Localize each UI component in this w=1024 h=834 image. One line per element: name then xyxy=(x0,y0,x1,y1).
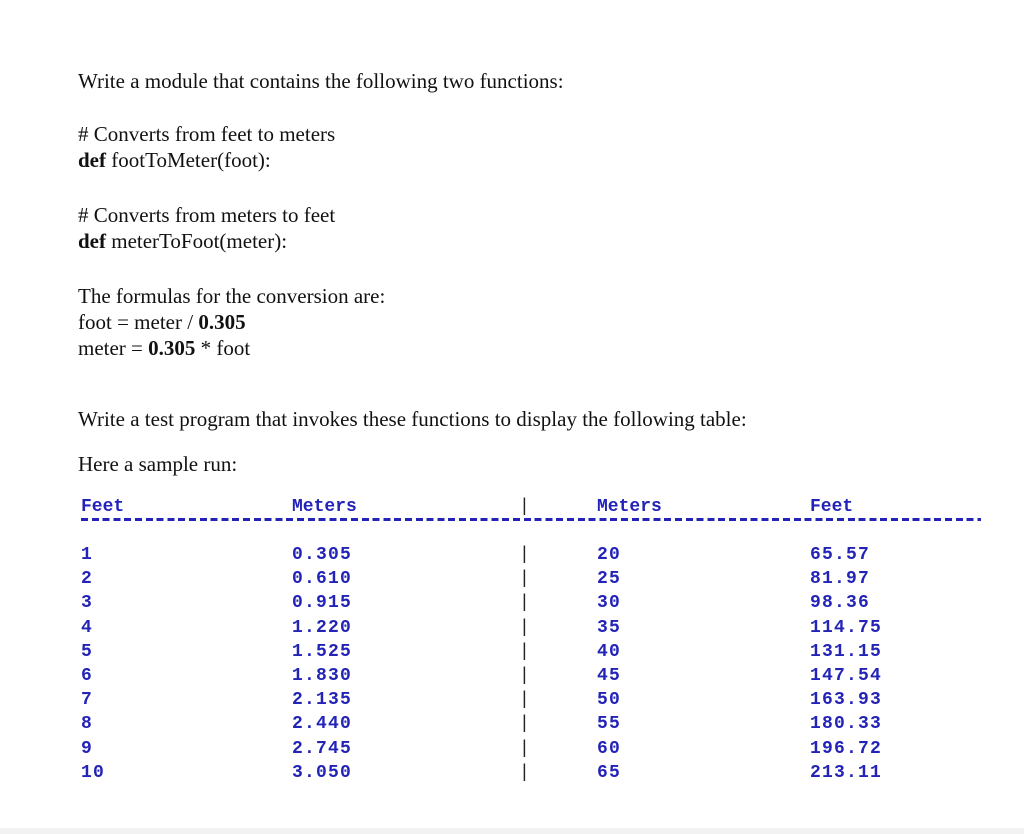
cell-meters-right: 40 xyxy=(597,641,622,662)
func1-keyword: def xyxy=(78,148,106,172)
formula-foot-value: 0.305 xyxy=(198,310,246,334)
cell-feet-left: 1 xyxy=(81,545,94,565)
func2-comment: # Converts from meters to feet xyxy=(78,203,336,227)
sample-run-label: Here a sample run: xyxy=(78,452,238,476)
cell-feet-left: 5 xyxy=(81,641,94,662)
cell-feet-left: 9 xyxy=(81,738,94,759)
cell-feet-right: 180.33 xyxy=(810,714,883,735)
cell-meters-left: 1.220 xyxy=(292,617,353,638)
cell-feet-right: 196.72 xyxy=(810,738,883,759)
cell-feet-left: 8 xyxy=(81,714,94,735)
formula-foot-prefix: foot = meter / xyxy=(78,310,199,334)
cell-meters-left: 0.915 xyxy=(292,593,353,614)
header-meters-right: Meters xyxy=(597,497,662,517)
cell-separator: | xyxy=(519,738,530,759)
cell-feet-right: 147.54 xyxy=(810,666,883,686)
cell-feet-left: 3 xyxy=(81,593,94,614)
cell-meters-right: 50 xyxy=(597,690,622,711)
cell-feet-left: 7 xyxy=(81,690,94,711)
cell-separator: | xyxy=(519,617,530,638)
cell-feet-left: 6 xyxy=(81,666,94,686)
cell-feet-right: 65.57 xyxy=(810,545,871,565)
cell-meters-right: 25 xyxy=(597,569,622,590)
header-feet-right: Feet xyxy=(810,497,854,517)
cell-feet-right: 114.75 xyxy=(810,617,883,638)
cell-feet-right: 213.11 xyxy=(810,762,883,783)
cell-separator: | xyxy=(519,569,530,590)
func2-signature: meterToFoot(meter): xyxy=(111,229,288,253)
cell-meters-right: 30 xyxy=(597,593,622,614)
func1-signature: footToMeter(foot): xyxy=(111,148,271,172)
header-feet-left: Feet xyxy=(81,497,125,517)
func2-keyword: def xyxy=(78,229,106,253)
cell-meters-left: 0.610 xyxy=(292,569,353,590)
page-bottom-edge xyxy=(0,828,1024,834)
test-instruction: Write a test program that invokes these functions to display the following table: xyxy=(78,407,747,431)
formula-meter-suffix: * foot xyxy=(195,336,251,360)
cell-meters-right: 60 xyxy=(597,738,622,759)
func2-definition xyxy=(78,228,287,254)
cell-meters-left: 2.440 xyxy=(292,714,353,735)
cell-feet-right: 131.15 xyxy=(810,641,883,662)
cell-separator: | xyxy=(519,714,530,735)
formula-meter-value: 0.305 xyxy=(148,336,196,360)
cell-feet-right: 163.93 xyxy=(810,690,883,711)
dash-separator-row xyxy=(81,518,981,521)
cell-separator: | xyxy=(519,545,530,565)
header-separator: | xyxy=(519,497,530,517)
cell-feet-right: 98.36 xyxy=(810,593,871,614)
intro-text: Write a module that contains the following two functions: xyxy=(78,69,564,93)
cell-meters-left: 1.525 xyxy=(292,641,353,662)
cell-separator: | xyxy=(519,666,530,686)
formulas-heading: The formulas for the conversion are: xyxy=(78,284,386,308)
cell-separator: | xyxy=(519,593,530,614)
cell-feet-left: 4 xyxy=(81,617,94,638)
cell-feet-left: 2 xyxy=(81,569,94,590)
formula-meter xyxy=(78,335,250,361)
cell-meters-left: 3.050 xyxy=(292,762,353,783)
cell-feet-right: 81.97 xyxy=(810,569,871,590)
cell-meters-right: 20 xyxy=(597,545,622,565)
formula-meter-prefix: meter = xyxy=(78,336,149,360)
formula-foot xyxy=(78,309,246,335)
cell-meters-right: 65 xyxy=(597,762,622,783)
cell-separator: | xyxy=(519,641,530,662)
cell-feet-left: 10 xyxy=(81,762,106,783)
cell-meters-left: 0.305 xyxy=(292,545,353,565)
cell-separator: | xyxy=(519,690,530,711)
cell-meters-left: 1.830 xyxy=(292,666,353,686)
cell-meters-right: 45 xyxy=(597,666,622,686)
func1-definition xyxy=(78,147,271,173)
cell-meters-left: 2.745 xyxy=(292,738,353,759)
func1-comment: # Converts from feet to meters xyxy=(78,122,336,146)
cell-meters-right: 55 xyxy=(597,714,622,735)
header-meters-left: Meters xyxy=(292,497,357,517)
cell-meters-right: 35 xyxy=(597,617,622,638)
cell-separator: | xyxy=(519,762,530,783)
cell-meters-left: 2.135 xyxy=(292,690,353,711)
